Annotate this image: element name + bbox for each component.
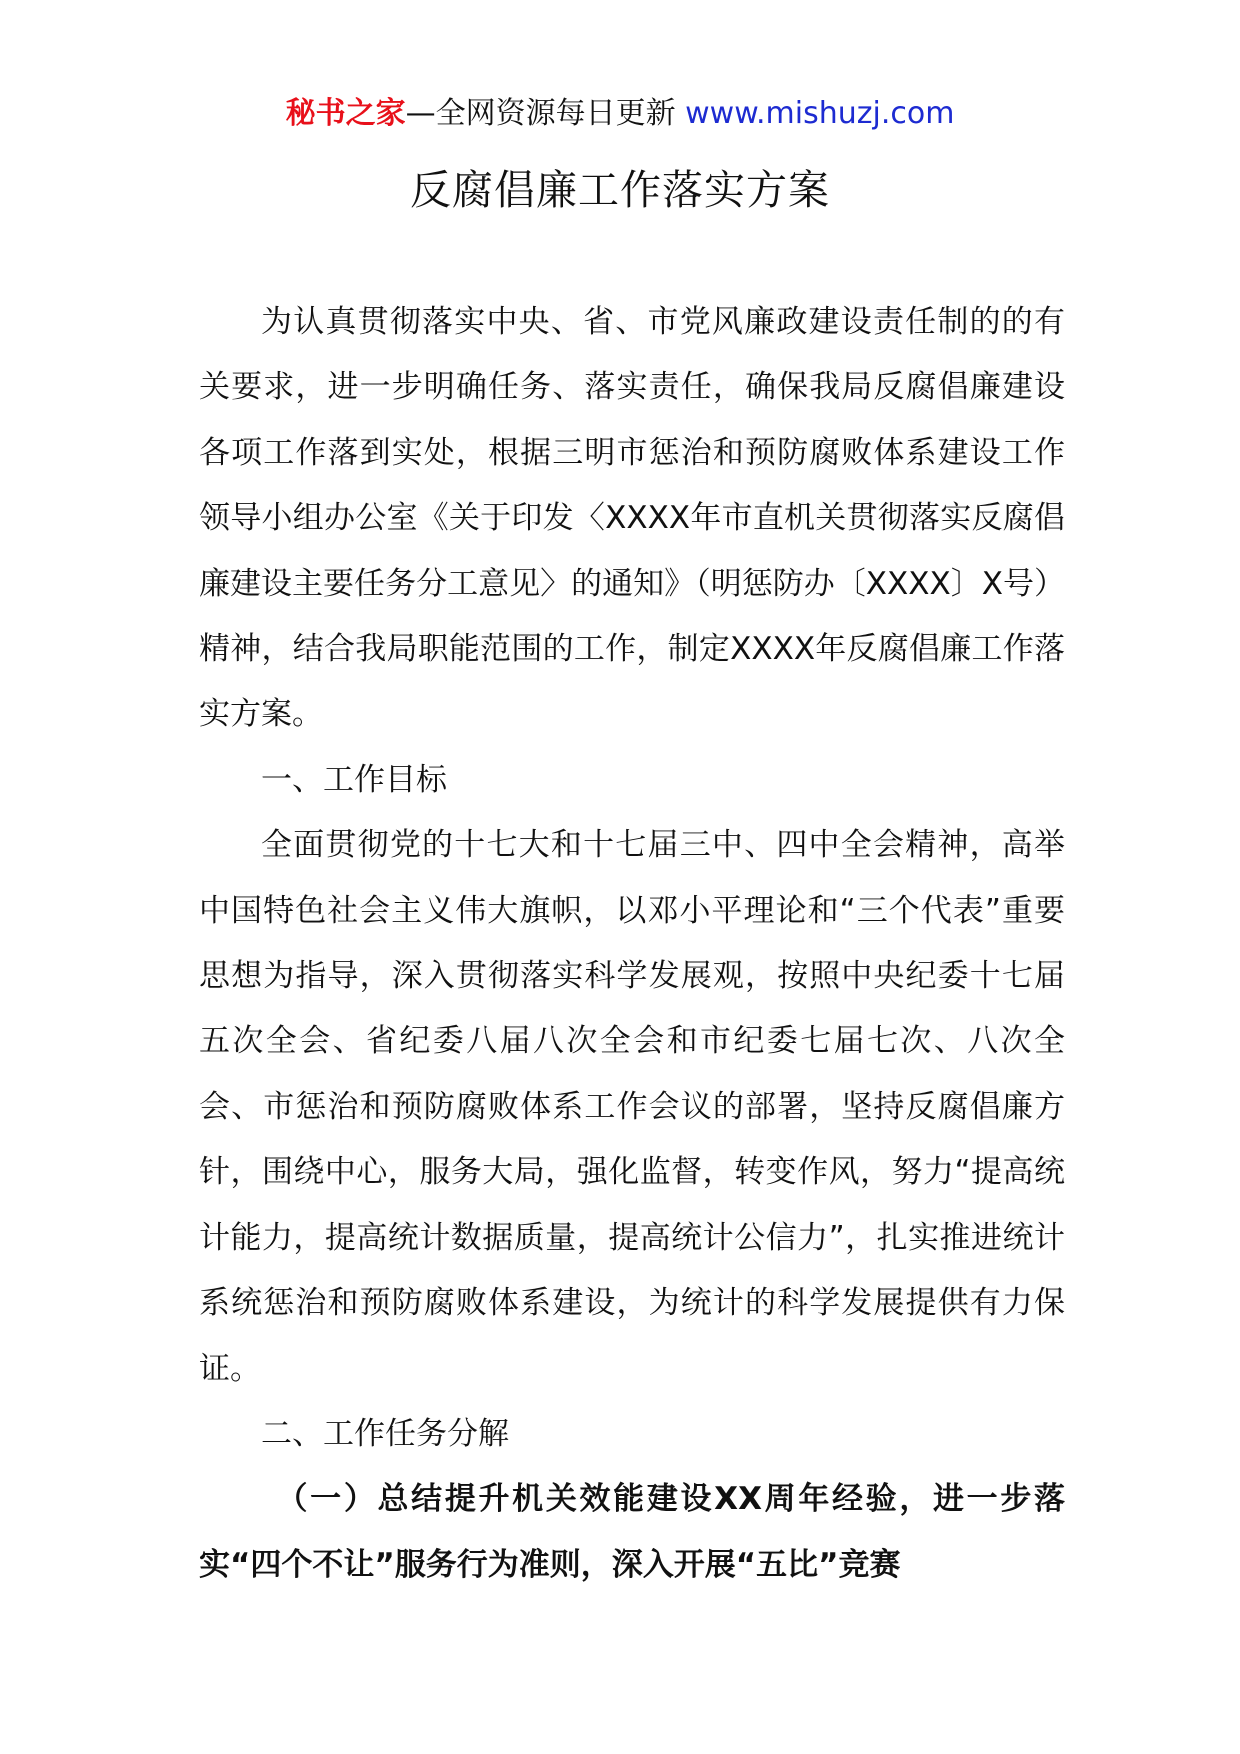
- section-heading-tasks: 二、工作任务分解: [261, 1415, 509, 1452]
- document-body: [199, 290, 1065, 1598]
- goals-paragraph: 全面贯彻党的十七大和十七届三中、四中全会精神，高举中国特色社会主义伟大旗帜，以邓小平理论和“三个代表”重要思想为指导，深入贯彻落实科学发展观，按照中央纪委十七届五次全会、省纪委八届八次全会和市纪委七届七次、八次全会、市惩治和预防腐败体系工作会议的部署，坚持反腐倡廉方针，围绕中心，服务大局，强化监督，转变作风，努力“提高统计能力，提高统计数据质量，提高统计公信力”，扎实推进统计系统惩治和预防腐败体系建设，为统计的科学发展提供有力保证。: [199, 827, 1065, 1387]
- brand-name: 秘书之家: [285, 96, 406, 131]
- section-heading-goals: 一、工作目标: [261, 761, 447, 798]
- intro-paragraph: 为认真贯彻落实中央、省、市党风廉政建设责任制的的有关要求，进一步明确任务、落实责任，确保我局反腐倡廉建设各项工作落到实处，根据三明市惩治和预防腐败体系建设工作领导小组办公室《关于印发〈XXXX年市直机关贯彻落实反腐倡廉建设主要任务分工意见〉的通知》（明惩防办〔XXXX〕X号）精神，结合我局职能范围的工作，制定XXXX年反腐倡廉工作落实方案。: [199, 304, 1065, 733]
- site-header: [0, 92, 1240, 136]
- document-title: 反腐倡廉工作落实方案: [410, 166, 830, 214]
- task-item-heading: （一）总结提升机关效能建设XX周年经验，进一步落实“四个不让”服务行为准则，深入开展“五比”竞赛: [199, 1481, 1065, 1583]
- site-url-link[interactable]: www.mishuzj.com: [685, 96, 955, 131]
- header-tagline: —全网资源每日更新: [405, 96, 686, 131]
